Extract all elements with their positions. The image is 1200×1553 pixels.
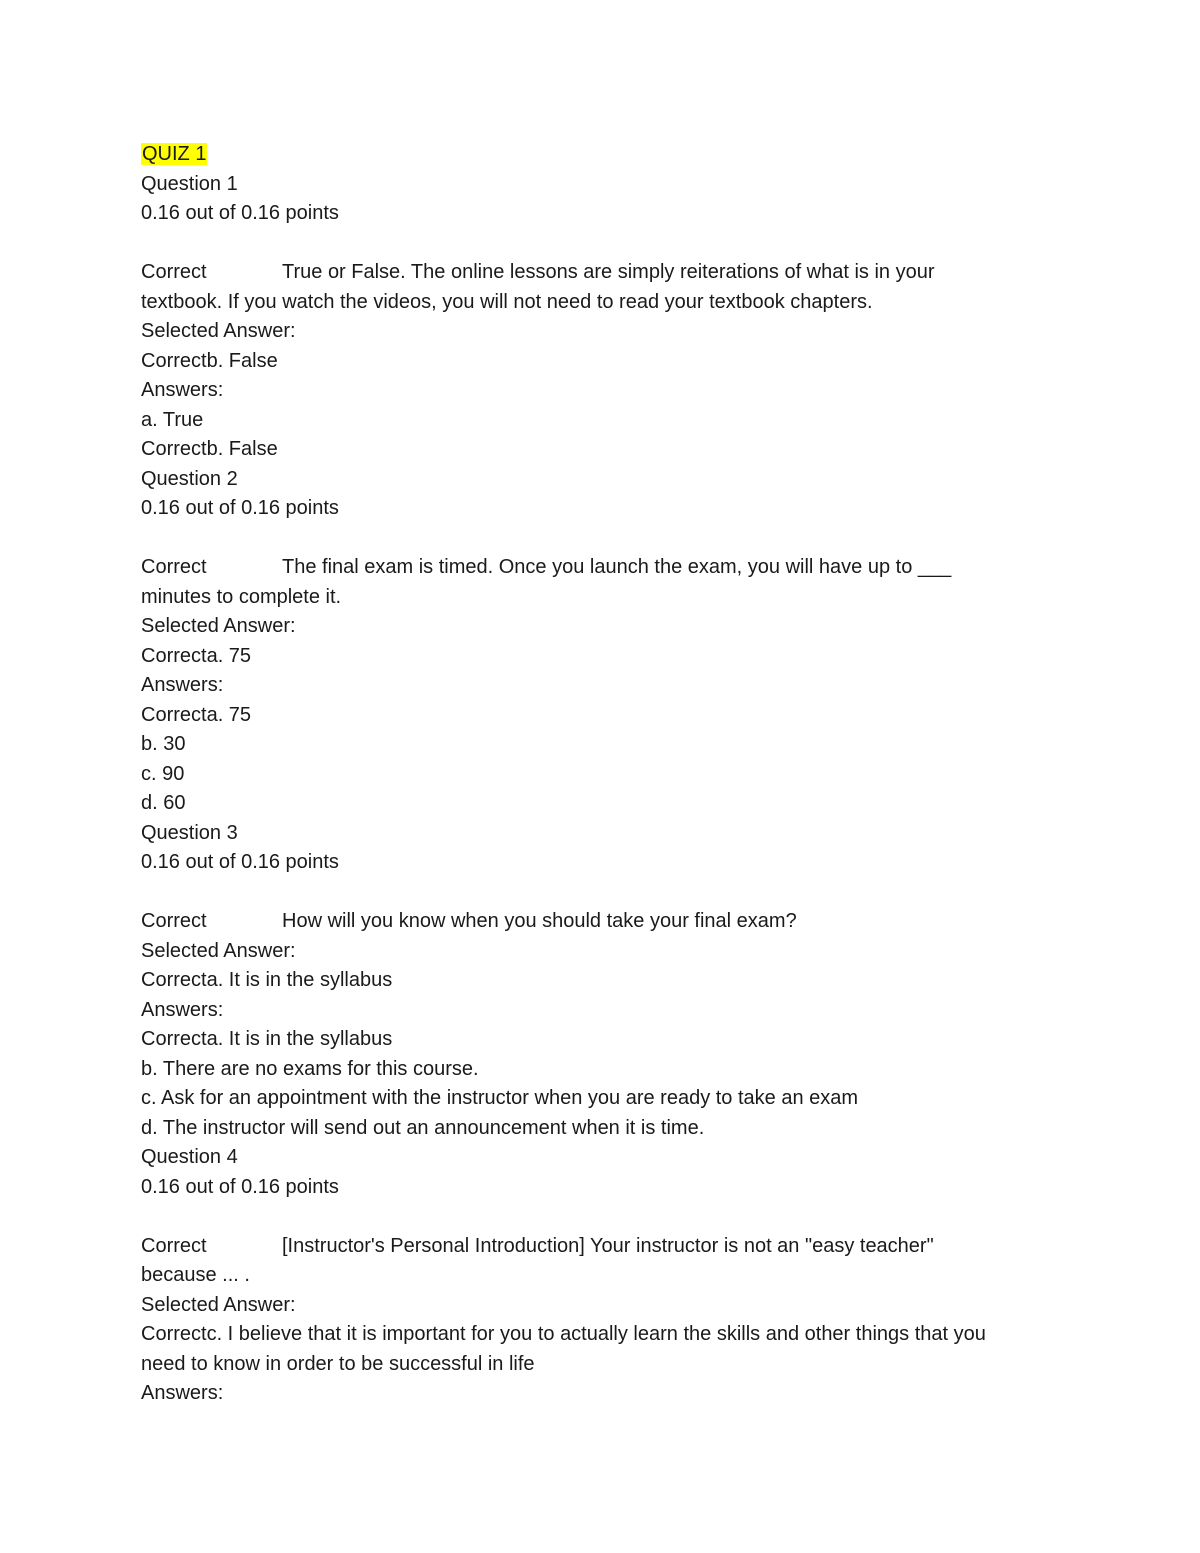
quiz-title: QUIZ 1 <box>142 143 207 165</box>
answer-option: c. 90 <box>141 762 185 785</box>
question-block <box>141 819 1061 1144</box>
selected-answer: Correcta. It is in the syllabus <box>141 969 393 991</box>
question-label: Question 4 <box>141 1146 238 1168</box>
question-block <box>141 465 1061 819</box>
question-points: 0.16 out of 0.16 points <box>141 497 339 519</box>
answers-label: Answers: <box>141 379 224 401</box>
answer-option: c. Ask for an appointment with the instructor when you are ready to take an exam <box>141 1087 859 1109</box>
question-text: The final exam is timed. Once you launch the exam, you will have up to ___ <box>282 556 952 578</box>
document-body <box>141 140 1061 1409</box>
question-status: Correct <box>141 261 207 283</box>
selected-answer: Correcta. 75 <box>141 644 252 667</box>
answer-option: Correcta. 75 <box>141 703 252 726</box>
answer-option: a. True <box>141 408 204 431</box>
answers-label: Answers: <box>141 1382 224 1404</box>
answer-option: b. 30 <box>141 733 186 755</box>
selected-answer: Correctc. I believe that it is important for you to actually learn the skills and other things that you <box>141 1323 986 1345</box>
question-text: True or False. The online lessons are simply reiterations of what is in your <box>282 261 935 283</box>
question-status: Correct <box>141 910 207 932</box>
answers-label: Answers: <box>141 998 224 1021</box>
question-label: Question 1 <box>141 172 238 195</box>
selected-answer-label: Selected Answer: <box>141 1293 296 1316</box>
selected-answer-continued: need to know in order to be successful in life <box>141 1352 535 1375</box>
selected-answer-label: Selected Answer: <box>141 939 296 962</box>
question-text-continued: because ... . <box>141 1264 250 1286</box>
selected-answer-label: Selected Answer: <box>141 320 296 342</box>
question-label: Question 2 <box>141 467 238 490</box>
question-text-continued: minutes to complete it. <box>141 585 342 608</box>
question-points: 0.16 out of 0.16 points <box>141 1175 339 1198</box>
selected-answer: Correctb. False <box>141 349 278 372</box>
answer-option: d. The instructor will send out an announcement when it is time. <box>141 1116 705 1139</box>
answer-option: d. 60 <box>141 792 186 814</box>
question-text: [Instructor's Personal Introduction] Your instructor is not an "easy teacher" <box>282 1234 934 1257</box>
question-status: Correct <box>141 556 207 578</box>
answers-label: Answers: <box>141 674 224 696</box>
question-label: Question 3 <box>141 821 238 844</box>
question-points: 0.16 out of 0.16 points <box>141 851 339 873</box>
answer-option: b. There are no exams for this course. <box>141 1057 479 1080</box>
question-points: 0.16 out of 0.16 points <box>141 202 339 224</box>
question-block <box>141 170 1061 465</box>
question-status: Correct <box>141 1234 207 1257</box>
answer-option: Correcta. It is in the syllabus <box>141 1028 393 1050</box>
selected-answer-label: Selected Answer: <box>141 615 296 637</box>
question-block <box>141 1143 1061 1409</box>
question-text-continued: textbook. If you watch the videos, you will not need to read your textbook chapters. <box>141 290 873 313</box>
question-text: How will you know when you should take your final exam? <box>282 910 797 932</box>
answer-option: Correctb. False <box>141 438 278 460</box>
